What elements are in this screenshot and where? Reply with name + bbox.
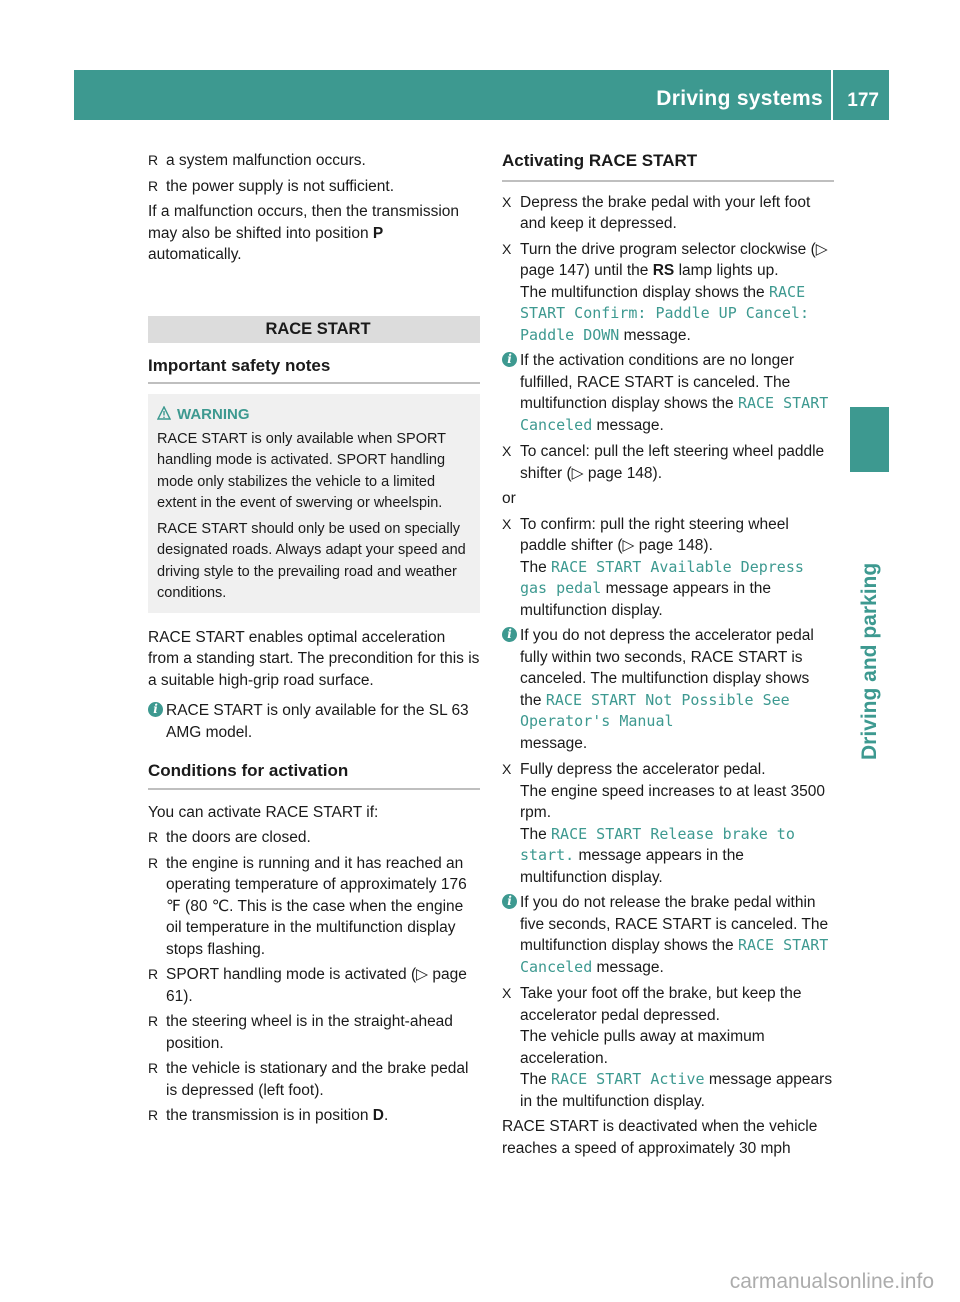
step-arrow-icon: X [502, 515, 512, 532]
section-title: RACE START [148, 316, 480, 343]
info-icon: i [502, 627, 517, 642]
malfunction-paragraph: If a malfunction occurs, then the transmission may also be shifted into position P automatically. [148, 203, 460, 263]
bullet-icon: R [148, 1013, 159, 1029]
intro-paragraph: RACE START enables optimal acceleration from a standing start. The precondition for this is a suitable high-grip road surface. [148, 628, 480, 689]
list-item: R the steering wheel is in the straight-ahead position. [148, 1013, 453, 1052]
step-arrow-icon: X [502, 985, 512, 1001]
chapter-label [856, 480, 884, 760]
safety-heading: Important safety notes [148, 355, 480, 385]
warning-text: RACE START is only available when SPORT handling mode is activated. SPORT handling mode only stabilizes the vehicle to a limited extent in the event of swerving or wheelspin. [157, 430, 446, 511]
info-note: i RACE START is only available for the SL 63 AMG model. [148, 700, 480, 743]
step-item: X To cancel: pull the left steering wheel paddle shifter (▷ page 148). [502, 443, 825, 482]
step-arrow-icon: X [502, 443, 512, 459]
bullet-icon: R [148, 854, 159, 871]
list-item: R the doors are closed. [148, 827, 480, 849]
list-item: R the power supply is not sufficient. [148, 176, 480, 198]
list-item: R the vehicle is stationary and the brake pedal is depressed (left foot). [148, 1060, 469, 1099]
info-icon: i [502, 894, 517, 909]
bullet-icon: R [148, 966, 159, 982]
right-column [502, 150, 834, 1159]
closing-paragraph: RACE START is deactivated when the vehicle reaches a speed of approximately 30 mph [502, 1118, 818, 1157]
list-item: R SPORT handling mode is activated (▷ page 61). [148, 966, 467, 1005]
conditions-heading: Conditions for activation [148, 760, 480, 790]
header-bar [74, 70, 889, 120]
warning-title: WARNING [157, 404, 472, 426]
list-item: R a system malfunction occurs. [148, 150, 480, 172]
warning-box [148, 394, 480, 613]
info-note: i If you do not release the brake pedal within five seconds, RACE START is canceled. The multifunction display shows the RACE START Canceled message. [502, 892, 834, 978]
bullet-icon: R [148, 1060, 159, 1076]
info-icon: i [502, 352, 517, 367]
chapter-tab [850, 407, 889, 472]
left-column [148, 150, 480, 1131]
activating-heading: Activating RACE START [502, 150, 834, 182]
bullet-icon: R [148, 177, 159, 194]
bullet-icon: R [148, 829, 159, 845]
watermark: carmanualsonline.info [729, 1269, 934, 1293]
page-section-title: Driving systems [656, 87, 823, 110]
list-item: R the transmission is in position D. [148, 1105, 480, 1127]
bullet-icon: R [148, 152, 159, 168]
or-text: or [502, 490, 516, 507]
header-divider [831, 70, 833, 120]
info-note: i If the activation conditions are no longer fulfilled, RACE START is canceled. The multifunction display shows the RACE START Canceled message. [502, 350, 834, 436]
conditions-intro: You can activate RACE START if: [148, 803, 379, 821]
step-item: X Depress the brake pedal with your left foot and keep it depressed. [502, 193, 811, 232]
page-number: 177 [847, 90, 879, 111]
step-item: X Take your foot off the brake, but keep the accelerator pedal depressed. The vehicle pulls away at maximum acceleration. The RACE START Active message appears in the multifunction display. [502, 985, 833, 1110]
step-arrow-icon: X [502, 193, 512, 210]
chapter-label-text: Driving and parking [858, 562, 881, 760]
step-arrow-icon: X [502, 240, 512, 257]
step-item: X To confirm: pull the right steering wheel paddle shifter (▷ page 148). The RACE START Available Depress gas pedal message appears in the multifunction display. [502, 515, 804, 619]
warning-triangle-icon [157, 406, 171, 420]
bullet-icon: R [148, 1107, 159, 1123]
info-icon: i [148, 702, 163, 717]
warning-text: RACE START should only be used on specially designated roads. Always adapt your speed and driving style to the prevailing road and weather conditions. [157, 520, 466, 601]
step-item: X Turn the drive program selector clockwise (▷ page 147) until the RS lamp lights up. The multifunction display shows the RACE START Confirm: Paddle UP Cancel: Paddle DOWN message. [502, 240, 828, 344]
info-note: i If you do not depress the accelerator pedal fully within two seconds, RACE START is canceled. The multifunction display shows the RACE START Not Possible See Operator's Manual message. [502, 625, 834, 754]
step-arrow-icon: X [502, 761, 512, 777]
list-item: R the engine is running and it has reached an operating temperature of approximately 176 ℉ (80 ℃. This is the case when the engine oil temperature in the multifunction display stops flashing. [148, 854, 467, 958]
step-item: X Fully depress the accelerator pedal. The engine speed increases to at least 3500 rpm. The RACE START Release brake to start. message appears in the multifunction display. [502, 761, 826, 886]
